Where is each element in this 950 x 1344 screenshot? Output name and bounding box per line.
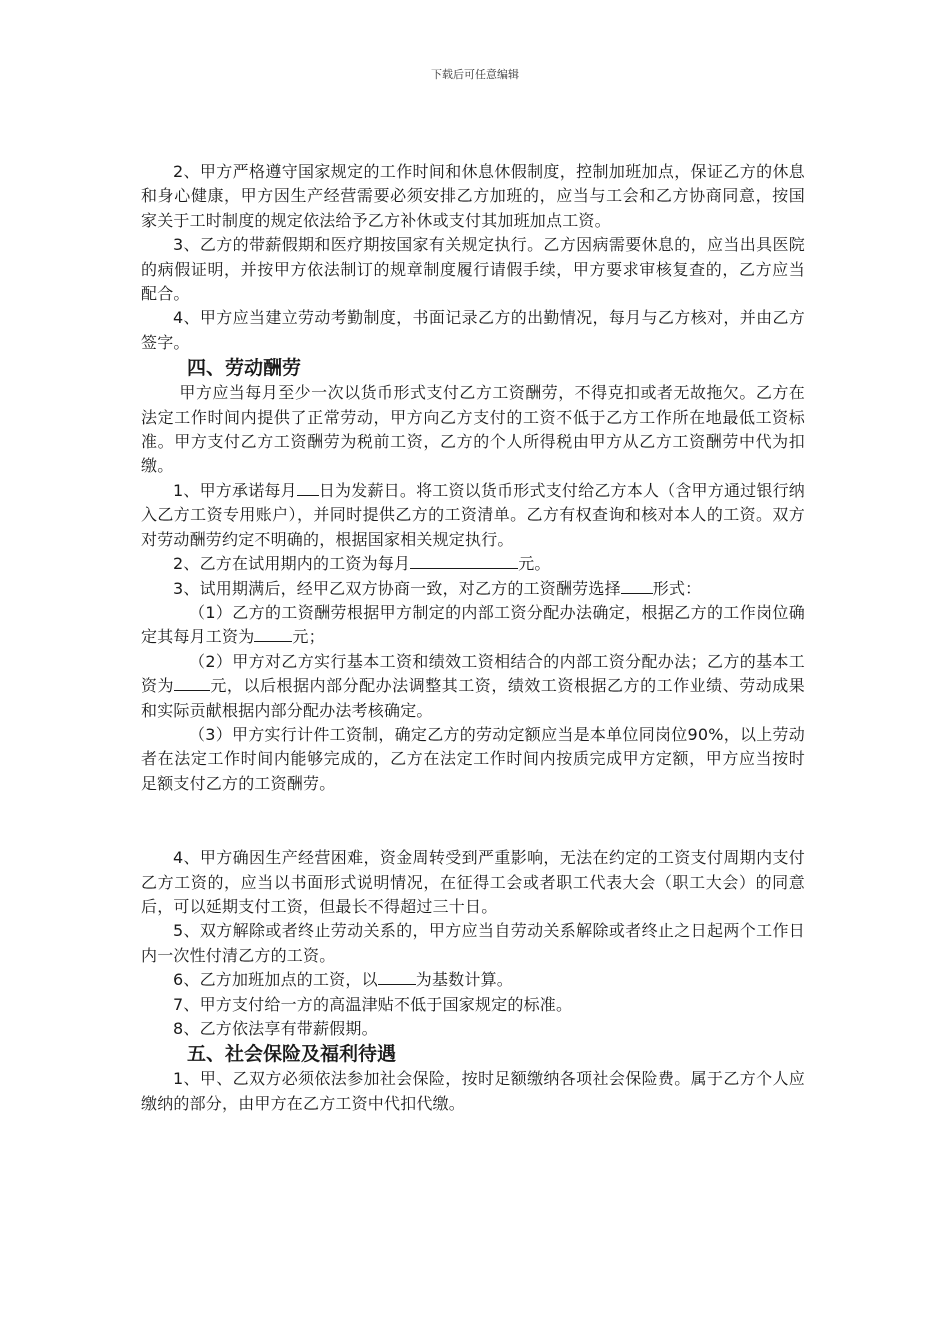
- payday-blank[interactable]: [297, 480, 319, 496]
- page-header: 下载后可任意编辑: [431, 68, 519, 81]
- clause-7-heat-allowance: 7、甲方支付给一方的高温津贴不低于国家规定的标准。: [173, 994, 573, 1014]
- document-body: [141, 160, 805, 1116]
- option-1: [141, 601, 805, 650]
- clause-text: （1）乙方的工资酬劳根据甲方制定的内部工资分配办法确定，根据乙方的工作岗位确定其每月工资为: [141, 602, 805, 647]
- monthly-wage-blank[interactable]: [254, 626, 292, 642]
- clause-5-termination-pay: 5、双方解除或者终止劳动关系的，甲方应当自劳动关系解除或者终止之日起两个工作日内一次性付清乙方的工资。: [141, 921, 805, 965]
- clause-1-payday: [141, 479, 805, 552]
- clause-3-paid-leave: 3、乙方的带薪假期和医疗期按国家有关规定执行。乙方因病需要休息的，应当出具医院的病假证明，并按甲方依法制订的规章制度履行请假手续，甲方要求审核复查的，乙方应当配合。: [141, 235, 805, 304]
- probation-wage-blank[interactable]: [410, 553, 518, 569]
- clause-text: 为基数计算。: [415, 970, 513, 990]
- clause-8-paid-vacation: 8、乙方依法享有带薪假期。: [173, 1019, 378, 1038]
- section-5-heading: 五、社会保险及福利待遇: [187, 1043, 397, 1066]
- clause-1-social-insurance: 1、甲、乙双方必须依法参加社会保险，按时足额缴纳各项社会保险费。属于乙方个人应缴纳的部分，由甲方在乙方工资中代扣代缴。: [141, 1069, 805, 1113]
- option-3: （3）甲方实行计件工资制，确定乙方的劳动定额应当是本单位同岗位90%，以上劳动者在法定工作时间内能够完成的，乙方在法定工作时间内按质完成甲方定额，甲方应当按时足额支付乙方的工资酬劳。: [141, 724, 805, 793]
- section-4-intro: 甲方应当每月至少一次以货币形式支付乙方工资酬劳，不得克扣或者无故拖欠。乙方在法定工作时间内提供了正常劳动，甲方向乙方支付的工资不低于乙方工作所在地最低工资标准。甲方支付乙方工资酬劳为税前工资，乙方的个人所得税由甲方从乙方工资酬劳中代为扣缴。: [141, 383, 805, 476]
- clause-text: 形式：: [652, 578, 702, 598]
- overtime-base-blank[interactable]: [378, 969, 416, 985]
- clause-text: 3、试用期满后，经甲乙双方协商一致，对乙方的工资酬劳选择: [173, 578, 621, 598]
- clause-2-working-hours: 2、甲方严格遵守国家规定的工作时间和休息休假制度，控制加班加点，保证乙方的休息和身心健康，甲方因生产经营需要必须安排乙方加班的，应当与工会和乙方协商同意，按国家关于工时制度的规定依法给予乙方补休或支付其加班加点工资。: [141, 162, 805, 230]
- clause-4-attendance: 4、甲方应当建立劳动考勤制度，书面记录乙方的出勤情况，每月与乙方核对，并由乙方签字。: [141, 308, 805, 352]
- wage-form-blank[interactable]: [621, 578, 653, 594]
- section-4-heading: 四、劳动酬劳: [187, 357, 302, 380]
- clause-6-overtime-base: [141, 968, 805, 992]
- option-2: [141, 650, 805, 723]
- clause-text: 元。: [518, 554, 551, 574]
- clause-text: 元；: [292, 627, 325, 647]
- clause-text: （2）甲方对乙方实行基本工资和绩效工资相结合的内部工资分配办法；乙方的基本工资为: [141, 651, 805, 696]
- clause-text: 2、乙方在试用期内的工资为每月: [173, 554, 411, 574]
- clause-3-wage-form: [141, 577, 805, 601]
- clause-4-delayed-pay: 4、甲方确因生产经营困难，资金周转受到严重影响，无法在约定的工资支付周期内支付乙方工资的，应当以书面形式说明情况，在征得工会或者职工代表大会（职工大会）的同意后，可以延期支付工资，但最长不得超过三十日。: [141, 848, 805, 916]
- spacer: [141, 796, 805, 846]
- clause-text: 6、乙方加班加点的工资，以: [173, 970, 378, 990]
- clause-text: 1、甲方承诺每月: [173, 480, 297, 500]
- clause-2-probation-wage: [141, 552, 805, 576]
- base-wage-blank[interactable]: [174, 675, 210, 691]
- clause-text: 日为发薪日。将工资以货币形式支付给乙方本人（含甲方通过银行纳入乙方工资专用账户），并同时提供乙方的工资清单。乙方有权查询和核对本人的工资。双方对劳动酬劳约定不明确的，根据国家相关规定执行。: [141, 480, 805, 549]
- clause-text: 元，以后根据内部分配办法调整其工资，绩效工资根据乙方的工作业绩、劳动成果和实际贡献根据内部分配办法考核确定。: [141, 676, 806, 720]
